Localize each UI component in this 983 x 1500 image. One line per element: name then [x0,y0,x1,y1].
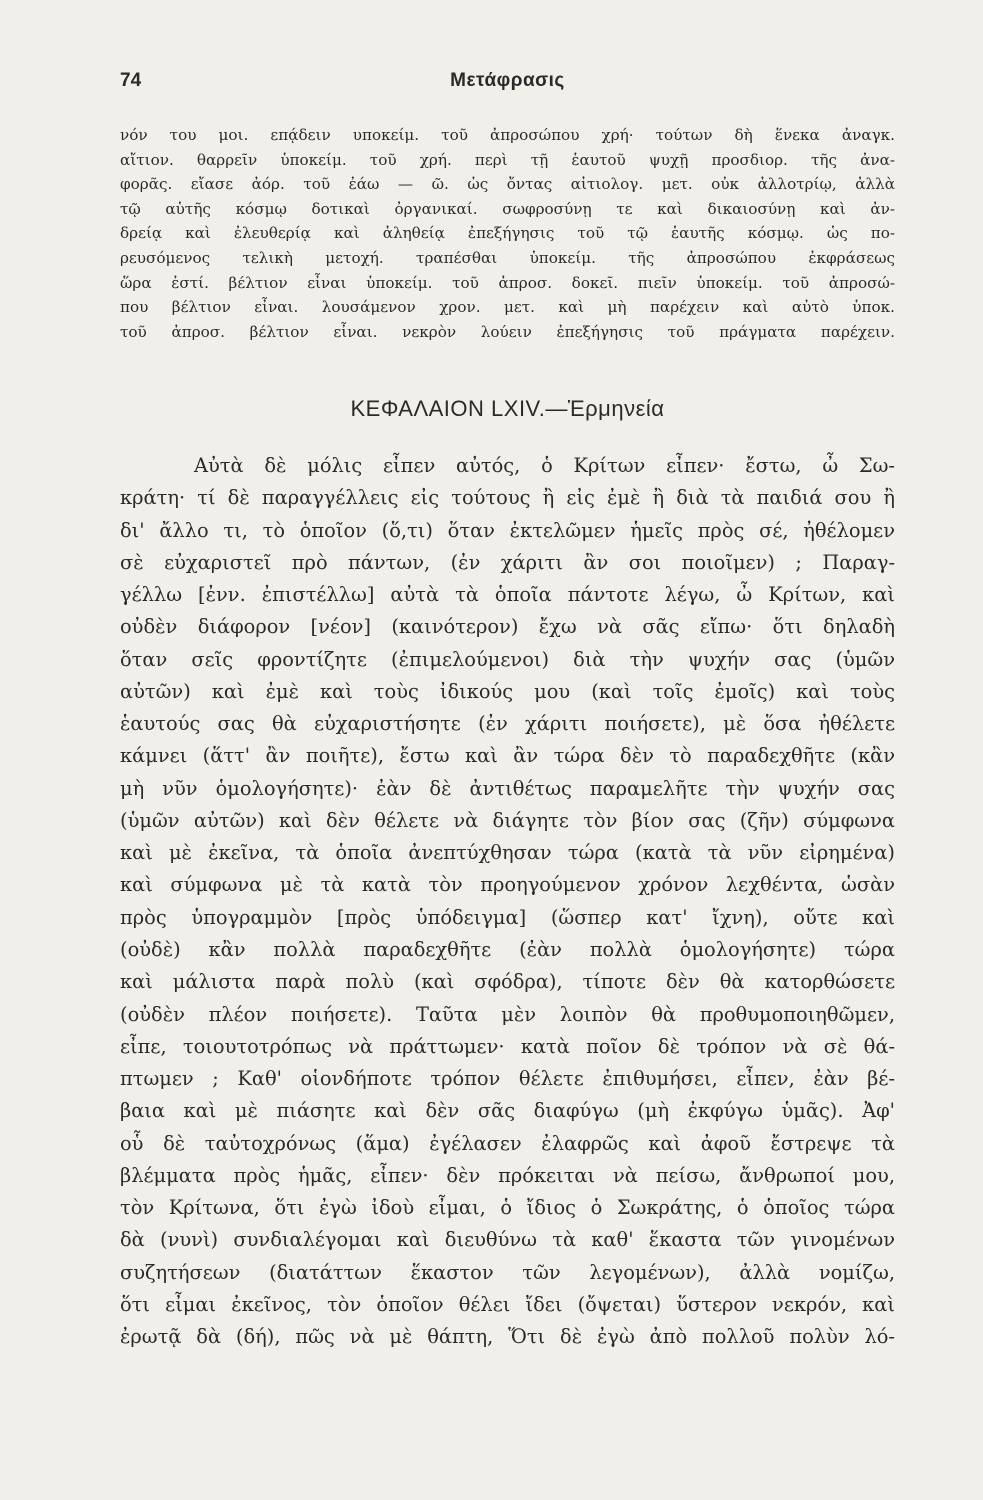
body-line: ὅταν σεῖς φροντίζητε (ἐπιμελούμενοι) διὰ τὴν ψυχήν σας (ὑμῶν [120,647,895,671]
body-line: (οὐδὲ) κἂν πολλὰ παραδεχθῆτε (ἐὰν πολλὰ ὁμολογήσητε) τώρα [120,937,895,961]
body-line: (οὐδὲν πλέον ποιήσετε). Ταῦτα μὲν λοιπὸν θὰ προθυμοποιηθῶμεν, [120,1002,895,1026]
body-line: δὰ (νυνὶ) συνδιαλέγομαι καὶ διευθύνω τὰ καθ' ἕκαστα τῶν γινομένων [120,1228,895,1252]
note-line: που βέλτιον εἶναι. λουσάμενον χρον. μετ. καὶ μὴ παρέχειν καὶ αὐτὸ ὑποκ. [120,298,895,317]
body-line: (ὑμῶν αὐτῶν) καὶ δὲν θέλετε νὰ διάγητε τὸν βίον σας (ζῆν) σύμφωνα [120,808,895,832]
page-number: 74 [120,70,142,91]
body-line: γέλλω [ἐνν. ἐπιστέλλω] αὐτὰ τὰ ὁποῖα πάντοτε λέγω, ὦ Κρίτων, καὶ [120,583,895,607]
body-line: τὸν Κρίτωνα, ὅτι ἐγὼ ἰδοὺ εἶμαι, ὁ ἴδιος ὁ Σωκράτης, ὁ ὁποῖος τώρα [120,1196,895,1220]
running-title: Μετάφρασις [450,70,565,91]
body-line: πρὸς ὑπογραμμὸν [πρὸς ὑπόδειγμα] (ὥσπερ κατ' ἴχνη), οὔτε καὶ [120,905,895,929]
note-line: νόν του μοι. επᾴδειν υποκείμ. τοῦ ἀπροσώπου χρή· τούτων δὴ ἕνεκα ἀναγκ. [120,126,895,144]
body-line: δι' ἄλλο τι, τὸ ὁποῖον (ὅ,τι) ὅταν ἐκτελῶμεν ἡμεῖς πρὸς σέ, ἠθέλομεν [120,518,895,542]
body-line: οὗ δὲ ταὐτοχρόνως (ἅμα) ἐγέλασεν ἐλαφρῶς καὶ ἀφοῦ ἔστρεψε τὰ [120,1131,895,1155]
chapter-heading: ΚΕΦΑΛΑΙΟΝ LXIV.—Ἑρμηνεία [350,396,665,421]
note-line: τοῦ ἀπροσ. βέλτιον εἶναι. νεκρὸν λούειν ἐπεξήγησις τοῦ πράγματα παρέχειν. [120,322,895,341]
body-line: καὶ σύμφωνα μὲ τὰ κατὰ τὸν προηγούμενον χρόνον λεχθέντα, ὡσὰν [120,873,895,897]
grammatical-notes [120,123,895,344]
note-line: φορᾶς. εἴασε ἀόρ. τοῦ ἐάω — ῶ. ὡς ὄντας αἰτιολογ. μετ. οὐκ ἀλλοτρίῳ, ἀλλὰ [120,175,895,194]
body-line: καὶ μάλιστα παρὰ πολὺ (καὶ σφόδρα), τίποτε δὲν θὰ κατορθώσετε [120,970,895,994]
body-line: κράτη· τί δὲ παραγγέλλεις εἰς τούτους ἢ εἰς ἐμὲ ἢ διὰ τὰ παιδιά σου ἢ [120,486,895,510]
body-line: κάμνει (ἅττ' ἂν ποιῆτε), ἔστω καὶ ἂν τώρα δὲν τὸ παραδεχθῆτε (κἂν [120,744,895,768]
note-line: ὥρα ἐστί. βέλτιον εἶναι ὑποκείμ. τοῦ ἀπροσ. δοκεῖ. πιεῖν ὑποκείμ. τοῦ ἀπροσώ- [120,273,895,292]
body-line: εἶπε, τοιουτοτρόπως νὰ πράττωμεν· κατὰ ποῖον δὲ τρόπον νὰ σὲ θά- [120,1034,895,1058]
body-line: ἑαυτούς σας θὰ εὐχαριστήσητε (ἐν χάριτι ποιήσετε), μὲ ὅσα ἠθέλετε [120,712,895,736]
body-line: αὐτῶν) καὶ ἐμὲ καὶ τοὺς ἰδικούς μου (καὶ τοῖς ἐμοῖς) καὶ τοὺς [120,679,895,703]
body-line: καὶ μὲ ἐκεῖνα, τὰ ὁποῖα ἀνεπτύχθησαν τώρα (κατὰ τὰ νῦν εἰρημένα) [120,841,895,865]
body-line: Αὐτὰ δὲ μόλις εἶπεν αὐτός, ὁ Κρίτων εἶπεν· ἔστω, ὦ Σω- [194,454,895,477]
body-line: σὲ εὐχαριστεῖ πρὸ πάντων, (ἐν χάριτι ἂν σοι ποιοῖμεν) ; Παραγ- [120,550,895,574]
body-line: συζητήσεων (διατάττων ἕκαστον τῶν λεγομένων), ἀλλὰ νομίζω, [120,1260,895,1284]
body-line: πτωμεν ; Καθ' οἱονδήποτε τρόπον θέλετε ἐπιθυμήσει, εἶπεν, ἐὰν βέ- [120,1067,895,1091]
body-line: οὐδὲν διάφορον [νέον] (καινότερον) ἔχω νὰ σᾶς εἴπω· ὅτι δηλαδὴ [120,615,895,639]
note-line: ρευσόμενος τελικὴ μετοχή. τραπέσθαι ὑποκείμ. τῆς ἀπροσώπου ἐκφράσεως [120,248,895,267]
note-line: δρείᾳ καὶ ἐλευθερίᾳ καὶ ἀληθείᾳ ἐπεξήγησις τοῦ τῷ ἑαυτῆς κόσμῳ. ὡς πο- [120,224,895,243]
page-header [120,70,895,98]
body-line: μὴ νῦν ὁμολογήσητε)· ἐὰν δὲ ἀντιθέτως παραμελῆτε τὴν ψυχήν σας [120,776,895,800]
body-line: ἐρωτᾷ δὰ (δή), πῶς νὰ μὲ θάπτη, Ὅτι δὲ ἐγὼ ἀπὸ πολλοῦ πολὺν λό- [120,1325,895,1349]
body-line: ὅτι εἶμαι ἐκεῖνος, τὸν ὁποῖον θέλει ἴδει (ὄψεται) ὕστερον νεκρόν, καὶ [120,1292,895,1316]
body-line: βλέμματα πρὸς ἡμᾶς, εἶπεν· δὲν πρόκειται νὰ πείσω, ἄνθρωποί μου, [120,1163,895,1187]
note-line: αἴτιον. θαρρεῖν ὑποκείμ. τοῦ χρή. περὶ τῇ ἑαυτοῦ ψυχῇ προσδιορ. τῆς ἀνα- [120,150,895,169]
body-line: βαια καὶ μὲ πιάσητε καὶ δὲν σᾶς διαφύγω (μὴ ἐκφύγω ὑμᾶς). Ἀφ' [120,1099,895,1123]
note-line: τῷ αὑτῆς κόσμῳ δοτικαὶ ὀργανικαί. σωφροσύνῃ τε καὶ δικαιοσύνῃ καὶ ἀν- [120,199,895,218]
translation-text [120,450,895,1353]
